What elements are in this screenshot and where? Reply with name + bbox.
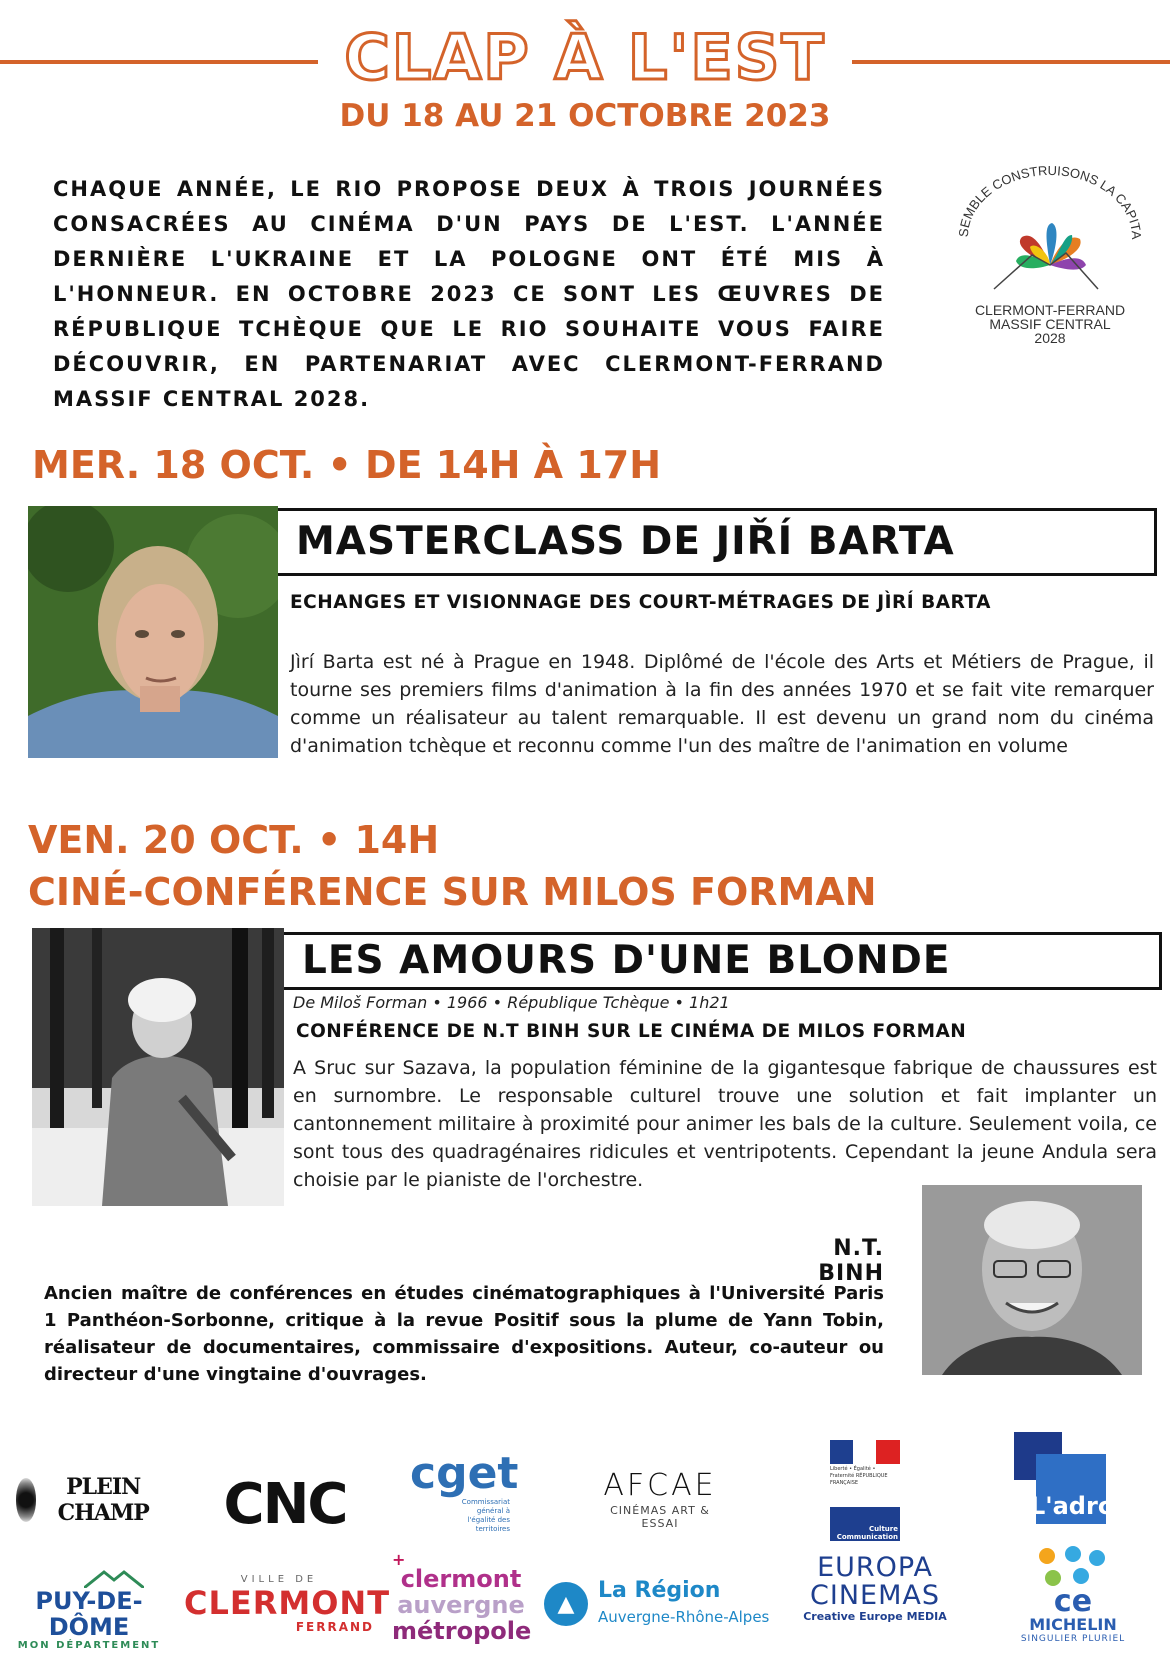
- event1-subtitle: ECHANGES ET VISIONNAGE DES COURT-MÉTRAGES DE JÌRÍ BARTA: [290, 592, 991, 613]
- event2-subtitle: CONFÉRENCE DE N.T BINH SUR LE CINÉMA DE MILOS FORMAN: [296, 1021, 967, 1042]
- event2-description: A Sruc sur Sazava, la population féminine de la gigantesque fabrique de chaussures est en surnombre. Le responsable culturel trouve une solution et fait implanter un cantonnement militaire à proximité pour animer les bals de la culture. Seulement voila, ce sont tous des quadragénaires ridicules et ventripotents. Cependant la jeune Andula sera choisie par le pianiste de l'orchestre.: [293, 1057, 1157, 1191]
- svg-text:ENSEMBLE CONSTRUISONS LA CAPIT: [950, 165, 1144, 240]
- event1-title-box: [278, 508, 1157, 576]
- capital-arc-text: SEMBLE CONSTRUISONS LA CAPITA: [955, 165, 1145, 240]
- title-rule-right: [852, 60, 1170, 64]
- film-credit: De Miloš Forman • 1966 • République Tchèque • 1h21: [293, 993, 730, 1012]
- ville-clermont-logo: VILLE DE CLERMONT FERRAND: [184, 1574, 391, 1634]
- cget-logo: cget Commissariat général à l'égalité des territoires: [410, 1448, 519, 1533]
- region-emblem-icon: ▲: [544, 1582, 588, 1626]
- capital-2028-emblem-icon: [950, 165, 1150, 365]
- tricolor-flag-icon: [830, 1440, 900, 1464]
- michelin-ce-logo: ce MICHELIN SINGULIER PLURIEL: [998, 1544, 1148, 1644]
- festival-dates: DU 18 AU 21 OCTOBRE 2023: [339, 98, 831, 134]
- event1-title: MASTERCLASS DE JIŘÍ BARTA: [296, 519, 955, 564]
- film-still-photo: [32, 928, 284, 1206]
- adrc-logo: L'adrc: [1014, 1432, 1110, 1528]
- mountain-icon: [84, 1570, 144, 1588]
- capital-line3: 2028: [1034, 330, 1066, 346]
- region-aura-logo: ▲ La Région Auvergne-Rhône-Alpes: [544, 1576, 774, 1634]
- ce-emblem-icon: [1033, 1544, 1113, 1588]
- title-rule-left: [0, 60, 318, 64]
- event1-day-heading: MER. 18 OCT. • DE 14H À 17H: [32, 443, 662, 487]
- afcae-logo: AFCAE CINÉMAS ART & ESSAI: [603, 1468, 717, 1530]
- intro-paragraph: CHAQUE ANNÉE, LE RIO PROPOSE DEUX À TROIS JOURNÉES CONSACRÉES AU CINÉMA D'UN PAYS DE L'EST. L'ANNÉE DERNIÈRE L'UKRAINE ET LA POLOGNE ONT ÉTÉ MIS À L'HONNEUR. EN OCTOBRE 2023 CE SONT LES ŒUVRES DE RÉPUBLIQUE TCHÈQUE QUE LE RIO SOUHAITE VOUS FAIRE DÉCOUVRIR, EN PARTENARIAT AVEC CLERMONT-FERRAND MASSIF CENTRAL 2028.: [53, 177, 885, 411]
- event2-title: LES AMOURS D'UNE BLONDE: [302, 938, 951, 983]
- capital-2028-logo: [950, 165, 1150, 365]
- europa-cinemas-logo: EUROPA CINEMAS Creative Europe MEDIA: [803, 1552, 947, 1623]
- cnc-logo: CNC: [223, 1471, 347, 1537]
- event2-heading: CINÉ-CONFÉRENCE SUR MILOS FORMAN: [28, 870, 877, 914]
- event2-day-heading: VEN. 20 OCT. • 14H: [28, 818, 440, 862]
- plein-champ-icon: [16, 1478, 36, 1522]
- speaker-bio: Ancien maître de conférences en études cinématographiques à l'Université Paris 1 Panthéon-Sorbonne, critique à la revue Positif sous la plume de Yann Tobin, réalisateur de documentaires, commissaire d'expositions. Auteur, co-auteur ou directeur d'une vingtaine d'ouvrages.: [44, 1283, 884, 1385]
- capital-line1: CLERMONT-FERRAND: [974, 302, 1126, 318]
- nt-binh-photo: [922, 1185, 1142, 1375]
- puy-de-dome-logo: PUY-DE-DÔME MON DÉPARTEMENT: [14, 1570, 164, 1630]
- clermont-metropole-logo: + clermont auvergne métropole: [392, 1550, 532, 1645]
- event2-title-box: [284, 932, 1162, 990]
- republique-francaise-logo: Liberté • Égalité • Fraternité RÉPUBLIQUE FRANÇAISE Culture Communication: [830, 1440, 900, 1552]
- event1-description: Jìrí Barta est né à Prague en 1948. Diplômé de l'école des Arts et Métiers de Prague, il tourne ses premiers films d'animation à la fin des années 1970 et se fait vite remarquer comme un réalisateur au talent remarquable. Il est devenu un grand nom du cinéma d'animation tchèque et reconnu comme l'un des maître de l'animation en volume: [290, 651, 1154, 757]
- plus-icon: +: [392, 1550, 406, 1569]
- speaker-name: N.T. BINH: [818, 1236, 884, 1286]
- page-title: CLAP À L'EST: [344, 21, 826, 94]
- culture-ministry-logo: Culture Communication: [830, 1507, 900, 1541]
- plein-champ-logo: PLEIN CHAMP: [16, 1472, 166, 1528]
- jiri-barta-photo: [28, 506, 278, 758]
- capital-line2: MASSIF CENTRAL: [989, 316, 1111, 332]
